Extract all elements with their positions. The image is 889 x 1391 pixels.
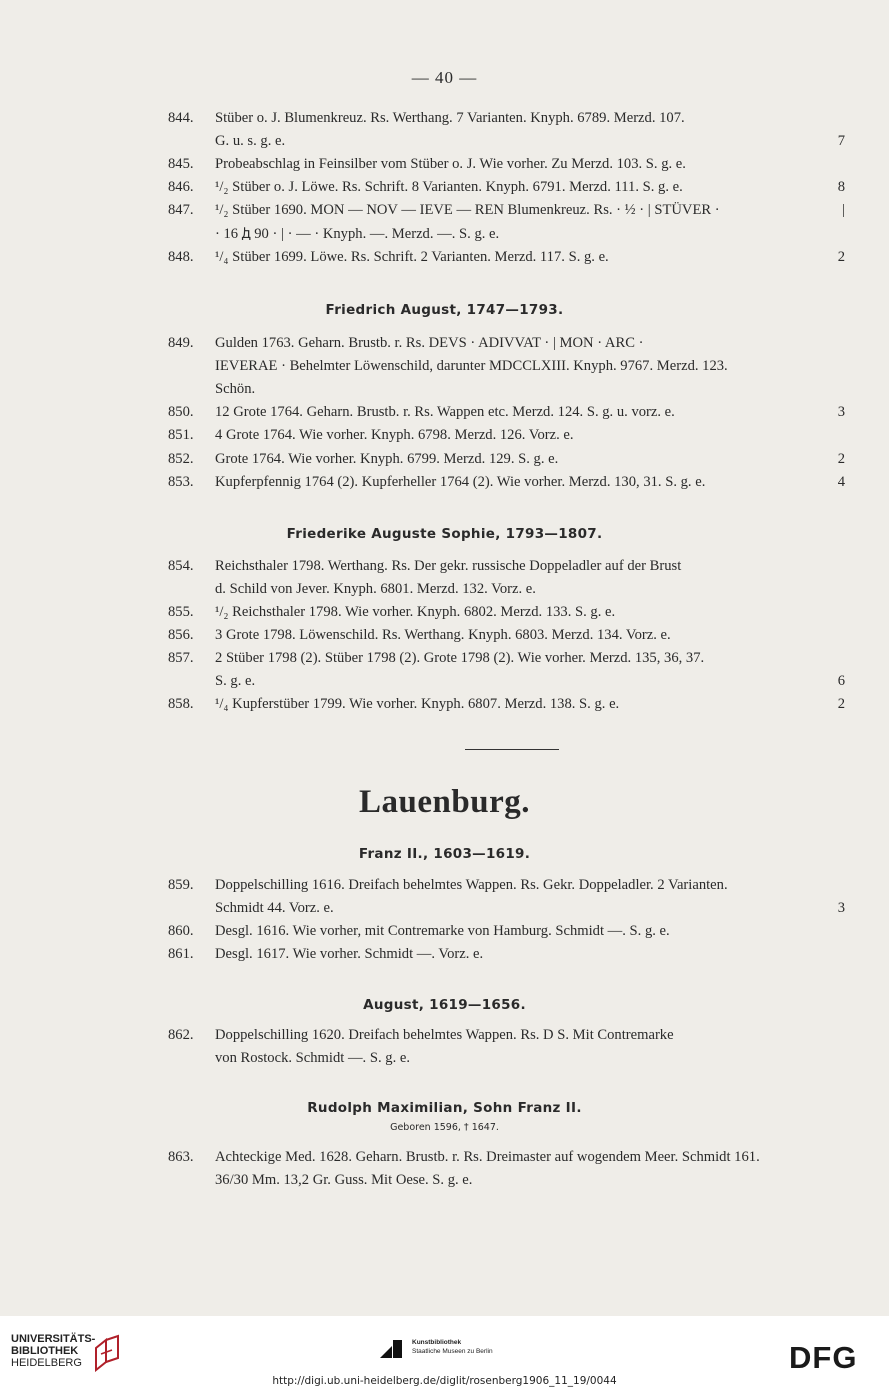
section-heading: Rudolph Maximilian, Sohn Franz II.	[307, 1100, 582, 1116]
entry-value: 8	[837, 179, 845, 195]
entry-line	[215, 130, 845, 152]
kunstbibliothek-logo-icon	[378, 1336, 404, 1360]
entry-number: 850.	[168, 404, 194, 420]
entry-value: 4	[837, 474, 845, 490]
entry-line	[168, 693, 845, 715]
entry-text: d. Schild von Jever. Knyph. 6801. Merzd. 132. Vorz. e.	[215, 581, 536, 597]
entry-number: 851.	[168, 427, 194, 443]
entry-text: Desgl. 1617. Wie vorher. Schmidt —. Vorz. e.	[215, 946, 484, 962]
entry-value: 2	[837, 696, 845, 712]
entry-number: 852.	[168, 451, 194, 467]
entry-value: 3	[837, 404, 845, 420]
entry-line	[168, 332, 845, 354]
entry-text: Schmidt 44. Vorz. e.	[215, 900, 334, 916]
entry-line	[168, 471, 845, 493]
entry-text: 36/30 Mm. 13,2 Gr. Guss. Mit Oese. S. g. e.	[215, 1172, 473, 1188]
entry-line	[168, 107, 845, 129]
entry-value: 3	[837, 900, 845, 916]
entry-text: Kupferpfennig 1764 (2). Kupferheller 1764 (2). Wie vorher. Merzd. 130, 31. S. g. e.	[215, 474, 706, 490]
entry-line	[215, 378, 845, 400]
kb-logo-line: Staatliche Museen zu Berlin	[412, 1348, 493, 1355]
entry-number: 860.	[168, 923, 194, 939]
entry-line	[215, 897, 845, 919]
entry-text: Grote 1764. Wie vorher. Knyph. 6799. Merzd. 129. S. g. e.	[215, 451, 559, 467]
entry-text: Probeabschlag in Feinsilber vom Stüber o. J. Wie vorher. Zu Merzd. 103. S. g. e.	[215, 156, 686, 172]
entry-value: 2	[837, 249, 845, 265]
entry-line	[215, 578, 845, 600]
entry-line	[215, 1169, 845, 1191]
entry-number: 862.	[168, 1027, 194, 1043]
entry-text: S. g. e.	[215, 673, 256, 689]
entry-text: Doppelschilling 1620. Dreifach behelmtes Wappen. Rs. D S. Mit Contremarke	[215, 1027, 674, 1043]
entry-line	[215, 670, 845, 692]
entry-line	[168, 246, 845, 268]
section-heading: Franz II., 1603—1619.	[358, 846, 531, 862]
entry-line	[215, 223, 845, 245]
section-heading: Friedrich August, 1747—1793.	[325, 302, 564, 318]
entry-line	[168, 601, 845, 623]
entry-line	[168, 555, 845, 577]
entry-number: 857.	[168, 650, 194, 666]
entry-number: 863.	[168, 1149, 194, 1165]
entry-line	[168, 448, 845, 470]
entry-text: ¹/₄ Stüber 1699. Löwe. Rs. Schrift. 2 Varianten. Merzd. 117. S. g. e.	[215, 249, 609, 265]
entry-number: 846.	[168, 179, 194, 195]
entry-text: ¹/₂ Stüber o. J. Löwe. Rs. Schrift. 8 Varianten. Knyph. 6791. Merzd. 111. S. g. e.	[215, 179, 683, 195]
entry-text: Gulden 1763. Geharn. Brustb. r. Rs. DEVS · ADIVVAT · | MON · ARC ·	[215, 335, 644, 351]
entry-line	[215, 355, 845, 377]
university-seal-icon	[92, 1334, 122, 1372]
entry-text: ¹/₂ Reichsthaler 1798. Wie vorher. Knyph. 6802. Merzd. 133. S. g. e.	[215, 604, 616, 620]
entry-number: 849.	[168, 335, 194, 351]
entry-text: · 16 ꚁ 90 · | · — · Knyph. —. Merzd. —. S. g. e.	[215, 226, 500, 242]
entry-text: Reichsthaler 1798. Werthang. Rs. Der gekr. russische Doppeladler auf der Brust	[215, 558, 682, 574]
uni-logo-line: UNIVERSITÄTS-	[11, 1333, 96, 1345]
entry-number: 861.	[168, 946, 194, 962]
entry-line	[168, 1024, 845, 1046]
entry-text: Achteckige Med. 1628. Geharn. Brustb. r. Rs. Dreimaster auf wogendem Meer. Schmidt 161.	[215, 1149, 760, 1165]
entry-text: Desgl. 1616. Wie vorher, mit Contremarke von Hamburg. Schmidt —. S. g. e.	[215, 923, 670, 939]
entry-text: ¹/₂ Stüber 1690. MON — NOV — IEVE — REN Blumenkreuz. Rs. · ½ · | STÜVER ·	[215, 202, 720, 218]
entry-number: 856.	[168, 627, 194, 643]
entry-value: 7	[837, 133, 845, 149]
entry-line	[168, 943, 845, 965]
entry-text: von Rostock. Schmidt —. S. g. e.	[215, 1050, 410, 1066]
entry-line	[168, 1146, 845, 1168]
entry-number: 848.	[168, 249, 194, 265]
section-subheading: Geboren 1596, † 1647.	[390, 1122, 499, 1133]
entry-line	[168, 920, 845, 942]
entry-line	[168, 176, 845, 198]
uni-logo-line: BIBLIOTHEK	[11, 1345, 79, 1357]
uni-logo-line: HEIDELBERG	[11, 1357, 82, 1369]
entry-line	[168, 624, 845, 646]
entry-text: Doppelschilling 1616. Dreifach behelmtes Wappen. Rs. Gekr. Doppeladler. 2 Varianten.	[215, 877, 728, 893]
kb-logo-line: Kunstbibliothek	[412, 1339, 462, 1346]
section-heading: Friederike Auguste Sophie, 1793—1807.	[286, 526, 603, 542]
entry-text: 3 Grote 1798. Löwenschild. Rs. Werthang. Knyph. 6803. Merzd. 134. Vorz. e.	[215, 627, 671, 643]
entry-number: 853.	[168, 474, 194, 490]
entry-text: Schön.	[215, 381, 256, 397]
entry-value: |	[842, 202, 845, 218]
dfg-logo[interactable]: DFG	[789, 1340, 858, 1375]
entry-value: 6	[837, 673, 845, 689]
entry-text: 4 Grote 1764. Wie vorher. Knyph. 6798. Merzd. 126. Vorz. e.	[215, 427, 574, 443]
entry-number: 858.	[168, 696, 194, 712]
entry-text: 2 Stüber 1798 (2). Stüber 1798 (2). Grote 1798 (2). Wie vorher. Merzd. 135, 36, 37.	[215, 650, 705, 666]
entry-line	[168, 199, 845, 221]
entry-text: IEVERAE · Behelmter Löwenschild, darunter MDCCLXIII. Knyph. 9767. Merzd. 123.	[215, 358, 728, 374]
kunstbibliothek-logo[interactable]	[412, 1338, 493, 1356]
permalink-url[interactable]: http://digi.ub.uni-heidelberg.de/diglit/rosenberg1906_11_19/0044	[272, 1375, 617, 1387]
entry-line	[168, 647, 845, 669]
entry-text: G. u. s. g. e.	[215, 133, 286, 149]
entry-number: 845.	[168, 156, 194, 172]
page-number: — 40 —	[411, 68, 478, 87]
entry-number: 847.	[168, 202, 194, 218]
entry-line	[215, 1047, 845, 1069]
section-divider	[465, 749, 559, 750]
entry-number: 854.	[168, 558, 194, 574]
entry-text: ¹/₄ Kupferstüber 1799. Wie vorher. Knyph. 6807. Merzd. 138. S. g. e.	[215, 696, 620, 712]
entry-text: 12 Grote 1764. Geharn. Brustb. r. Rs. Wappen etc. Merzd. 124. S. g. u. vorz. e.	[215, 404, 675, 420]
entry-number: 859.	[168, 877, 194, 893]
entry-text: Stüber o. J. Blumenkreuz. Rs. Werthang. 7 Varianten. Knyph. 6789. Merzd. 107.	[215, 110, 685, 126]
entry-number: 844.	[168, 110, 194, 126]
chapter-title: Lauenburg.	[359, 784, 530, 820]
entry-number: 855.	[168, 604, 194, 620]
entry-value: 2	[837, 451, 845, 467]
entry-line	[168, 401, 845, 423]
section-heading: August, 1619—1656.	[363, 997, 526, 1013]
entry-line	[168, 153, 845, 175]
entry-line	[168, 874, 845, 896]
entry-line	[168, 424, 845, 446]
university-library-logo[interactable]	[11, 1333, 95, 1369]
